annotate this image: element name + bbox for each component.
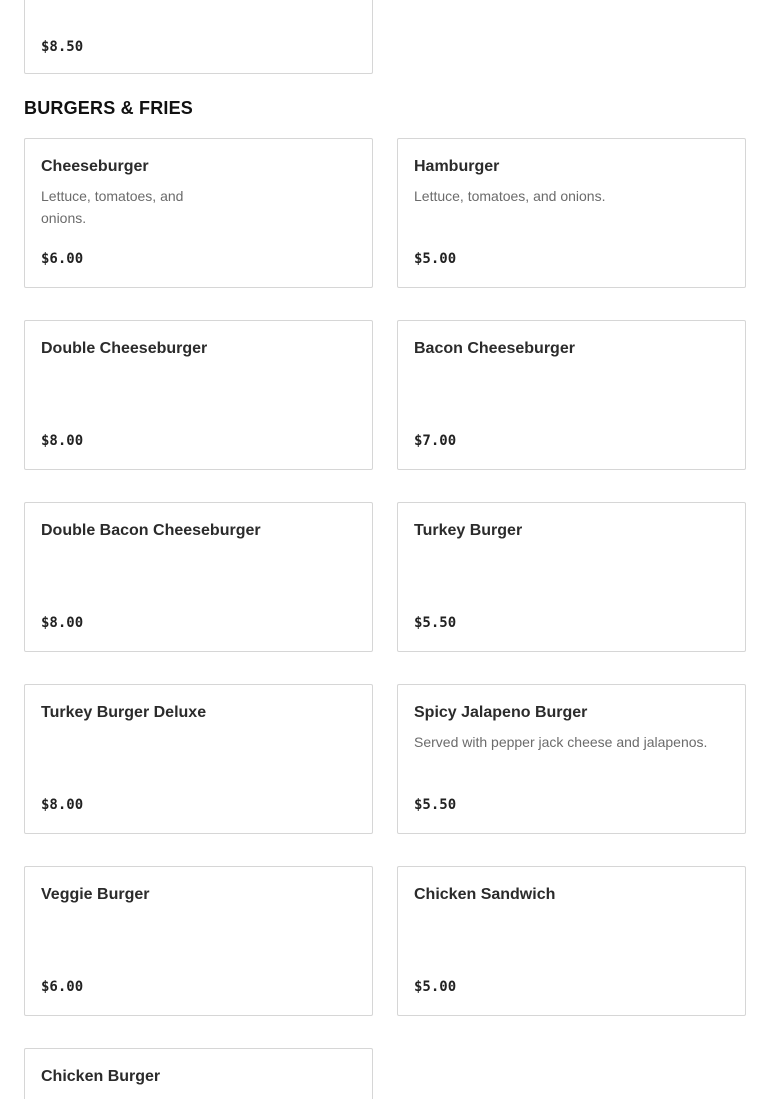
menu-item-card[interactable]	[24, 866, 373, 1016]
menu-item-card[interactable]	[24, 684, 373, 834]
item-name: Turkey Burger Deluxe	[41, 704, 207, 721]
menu-item-card[interactable]	[397, 502, 746, 652]
item-price: $6.00	[41, 979, 84, 995]
item-price: $8.00	[41, 433, 84, 449]
item-name: Spicy Jalapeno Burger	[414, 704, 588, 721]
menu-item-card[interactable]	[397, 866, 746, 1016]
item-name: Turkey Burger	[414, 522, 523, 539]
item-name: Double Cheeseburger	[41, 340, 208, 357]
item-name: Bacon Cheeseburger	[414, 340, 575, 357]
item-price: $5.50	[414, 797, 457, 813]
item-description: Lettuce, tomatoes, and onions.	[41, 188, 184, 226]
menu-item-card[interactable]	[24, 502, 373, 652]
menu-item-card[interactable]	[24, 138, 373, 288]
menu-item-card[interactable]	[24, 320, 373, 470]
menu-item-card[interactable]	[397, 138, 746, 288]
section-title: BURGERS & FRIES	[24, 98, 194, 118]
item-price: $8.00	[41, 797, 84, 813]
item-price: $7.00	[414, 433, 457, 449]
item-price: $6.00	[41, 251, 84, 267]
menu-item-card[interactable]	[397, 684, 746, 834]
item-price: $8.50	[41, 39, 84, 55]
item-name: Veggie Burger	[41, 886, 150, 903]
menu-item-card[interactable]	[24, 1048, 373, 1099]
item-price: $5.50	[414, 615, 457, 631]
item-name: Hamburger	[414, 158, 500, 175]
menu-item-card[interactable]	[24, 0, 373, 74]
item-description: Lettuce, tomatoes, and onions.	[414, 188, 606, 204]
item-name: Double Bacon Cheeseburger	[41, 522, 261, 539]
item-name: Chicken Burger	[41, 1068, 161, 1085]
item-description: Served with pepper jack cheese and jalapenos.	[414, 734, 708, 750]
item-name: Chicken Sandwich	[414, 886, 556, 903]
item-price: $5.00	[414, 251, 457, 267]
item-name: Cheeseburger	[41, 158, 149, 175]
item-price: $8.00	[41, 615, 84, 631]
menu-item-card[interactable]	[397, 320, 746, 470]
item-price: $5.00	[414, 979, 457, 995]
